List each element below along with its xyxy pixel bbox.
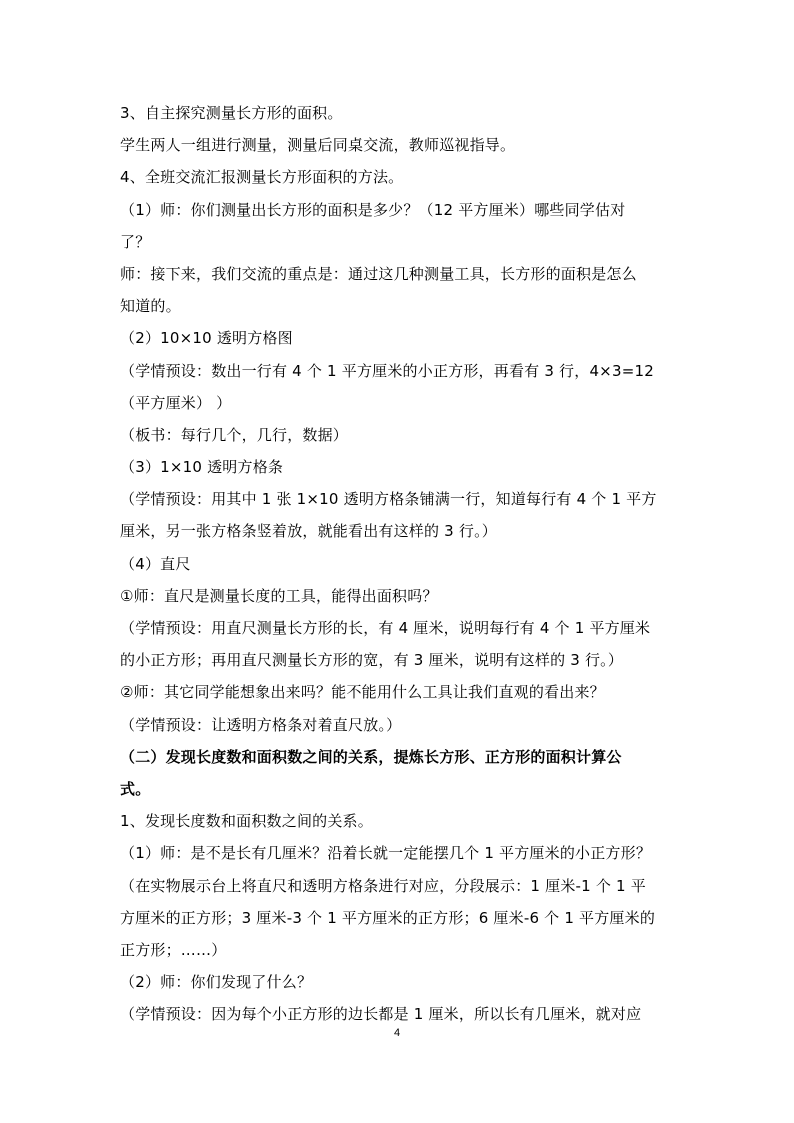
text-line: 了？	[120, 232, 151, 251]
text-line: 的小正方形；再用直尺测量长方形的宽，有 3 厘米，说明有这样的 3 行。）	[120, 651, 624, 670]
text-line: （3）1×10 透明方格条	[120, 458, 284, 477]
text-line: ①师：直尺是测量长度的工具，能得出面积吗？	[120, 586, 438, 605]
text-line: 师：接下来，我们交流的重点是：通过这几种测量工具，长方形的面积是怎么	[120, 264, 637, 283]
text-line: （学情预设：数出一行有 4 个 1 平方厘米的小正方形，再看有 3 行，4×3=12	[120, 361, 654, 380]
text-line: （2）师：你们发现了什么？	[120, 973, 313, 992]
text-line: （学情预设：用直尺测量长方形的长，有 4 厘米，说明每行有 4 个 1 平方厘米	[120, 619, 651, 637]
text-line: （板书：每行几个，几行，数据）	[120, 425, 349, 444]
text-line: （1）师：是不是长有几厘米？沿着长就一定能摆几个 1 平方厘米的小正方形？	[120, 844, 652, 863]
text-line: （1）师：你们测量出长方形的面积是多少？（12 平方厘米）哪些同学估对	[120, 200, 626, 219]
text-line: （在实物展示台上将直尺和透明方格条进行对应，分段展示：1 厘米-1 个 1 平	[120, 876, 646, 895]
text-line: 厘米，另一张方格条竖着放，就能看出有这样的 3 行。）	[120, 522, 497, 541]
text-line: 学生两人一组进行测量，测量后同桌交流，教师巡视指导。	[120, 136, 516, 155]
text-line: 正方形；……）	[120, 940, 227, 959]
text-line: 方厘米的正方形；3 厘米-3 个 1 平方厘米的正方形；6 厘米-6 个 1 平方厘米的	[120, 908, 656, 927]
section-heading: （二）发现长度数和面积数之间的关系，提炼长方形、正方形的面积计算公	[120, 747, 622, 766]
section-heading: 式。	[120, 779, 151, 798]
text-line: ②师：其它同学能想象出来吗？能不能用什么工具让我们直观的看出来？	[120, 683, 605, 702]
text-line: 1、发现长度数和面积数之间的关系。	[120, 812, 373, 831]
document-body	[120, 97, 680, 1030]
text-line: （平方厘米） ）	[120, 393, 232, 412]
page-number: 4	[393, 1027, 401, 1039]
text-line: 3、自主探究测量长方形的面积。	[120, 104, 343, 122]
text-line: （学情预设：用其中 1 张 1×10 透明方格条铺满一行，知道每行有 4 个 1 平方	[120, 490, 657, 509]
text-line: 知道的。	[120, 297, 181, 316]
text-line: （2）10×10 透明方格图	[120, 329, 293, 348]
text-line: （学情预设：因为每个小正方形的边长都是 1 厘米，所以长有几厘米，就对应	[120, 1005, 642, 1024]
text-line: （4）直尺	[120, 554, 191, 573]
text-line: （学情预设：让透明方格条对着直尺放。）	[120, 715, 402, 734]
text-line: 4、全班交流汇报测量长方形面积的方法。	[120, 168, 404, 187]
